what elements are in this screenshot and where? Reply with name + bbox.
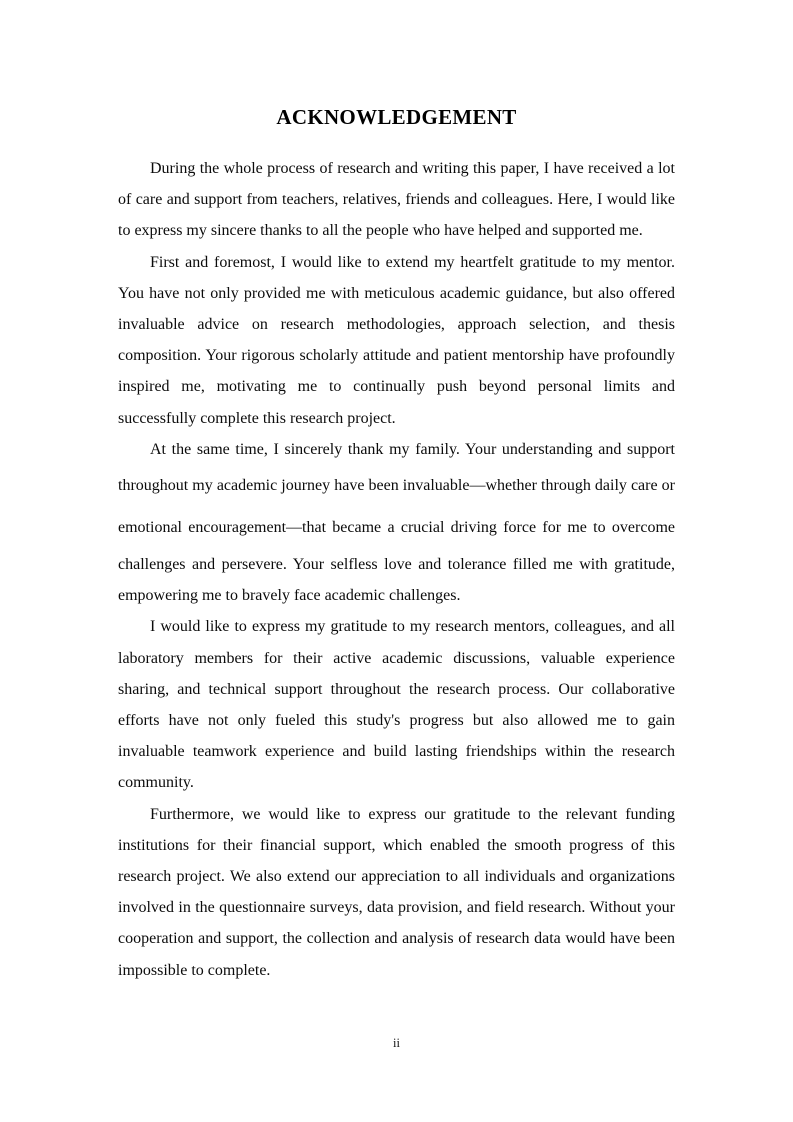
paragraph-funding: Furthermore, we would like to express our gratitude to the relevant funding institutions for their financial support, which enabled the smooth progress of this research project. We also extend our appreciation to all individuals and organizations involved in the questionnaire surveys, data provision, and field research. Without your cooperation and support, the collection and analysis of research data would have been impossible to complete. xyxy=(118,805,675,979)
paragraph-family: At the same time, I sincerely thank my family. Your understanding and support throughout my academic journey have been invaluable—whether through daily care or emotional encouragement—that became a crucial driving force for me to overcome challenges and persevere. Your selfless love and tolerance filled me with gratitude, empowering me to bravely face academic challenges. xyxy=(118,440,675,605)
paragraph-intro: During the whole process of research and writing this paper, I have received a lot of care and support from teachers, relatives, friends and colleagues. Here, I would like to express my sincere thanks to all the people who have helped and supported me. xyxy=(118,160,675,240)
paragraph-colleagues: I would like to express my gratitude to my research mentors, colleagues, and all laboratory members for their active academic discussions, valuable experience sharing, and technical support throughout the research process. Our collaborative efforts have not only fueled this study's progress but also allowed me to gain invaluable teamwork experience and build lasting friendships within the research community. xyxy=(118,618,675,792)
document-body xyxy=(118,153,675,986)
em-dash: — xyxy=(286,519,303,537)
em-dash: — xyxy=(469,477,486,495)
page-title: ACKNOWLEDGEMENT xyxy=(276,105,517,129)
paragraph-mentor: First and foremost, I would like to extend my heartfelt gratitude to my mentor. You have not only provided me with meticulous academic guidance, but also offered invaluable advice on research methodologies, approach selection, and thesis composition. Your rigorous scholarly attitude and patient mentorship have profoundly inspired me, motivating me to continually push beyond personal limits and successfully complete this research project. xyxy=(118,253,675,427)
page-number: ii xyxy=(393,1036,400,1050)
